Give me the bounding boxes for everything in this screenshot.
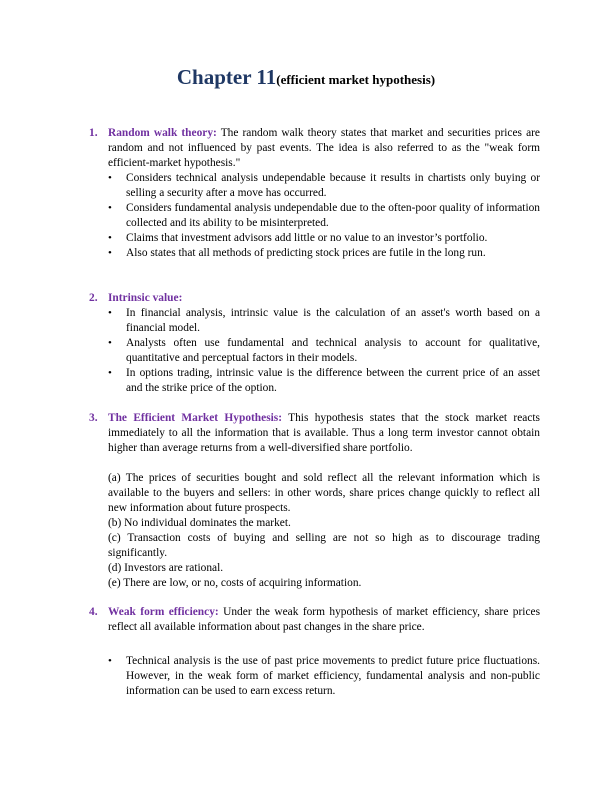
list-item: (a) The prices of securities bought and sold reflect all the relevant information which is available to the buyers and sellers: in other words, share prices change quickly to reflect all new information about future prospects.	[108, 472, 540, 514]
bullet-icon: •	[108, 337, 112, 349]
chapter-subtitle: (efficient market hypothesis)	[276, 72, 436, 87]
section-number: 1.	[89, 127, 98, 139]
chapter-title: Chapter 11	[176, 65, 277, 89]
section-weak-form	[89, 605, 540, 699]
list-item: • Technical analysis is the use of past price movements to predict future price fluctuations. However, in the weak form of market efficiency, fundamental analysis and non-public information can be used to earn excess return.	[108, 655, 540, 697]
list-item: (c) Transaction costs of buying and selling are not so high as to discourage trading significantly.	[108, 532, 540, 559]
page-title	[0, 65, 612, 89]
section-text: Under the weak form hypothesis of market efficiency, share prices reflect all available information about past changes in the share price.	[108, 606, 541, 633]
bullet-list	[108, 306, 540, 396]
bullet-icon: •	[108, 307, 112, 319]
bullet-list	[108, 171, 540, 261]
bullet-icon: •	[108, 202, 112, 214]
list-item: • Also states that all methods of predicting stock prices are futile in the long run.	[108, 247, 486, 259]
list-item: (d) Investors are rational.	[108, 562, 224, 574]
section-text: This hypothesis states that the stock market reacts immediately to all the information that is available. Thus a long term investor cannot obtain higher than average returns from a well-diversified share portfolio.	[108, 412, 540, 454]
list-item: • Analysts often use fundamental and technical analysis to account for qualitative, quantitative and perceptual factors in their models.	[108, 337, 540, 364]
section-heading: Weak form efficiency:	[108, 606, 219, 618]
list-item: • Claims that investment advisors add little or no value to an investor’s portfolio.	[108, 232, 488, 244]
section-intrinsic-value	[89, 291, 540, 396]
list-item: (e) There are low, or no, costs of acquiring information.	[108, 577, 362, 589]
bullet-icon: •	[108, 232, 112, 244]
list-item: (b) No individual dominates the market.	[108, 517, 291, 529]
list-item: • In financial analysis, intrinsic value is the calculation of an asset's worth based on a financial model.	[108, 307, 540, 334]
section-heading: The Efficient Market Hypothesis:	[108, 412, 283, 424]
bullet-icon: •	[108, 655, 112, 667]
bullet-list	[108, 654, 540, 699]
section-heading: Intrinsic value:	[108, 292, 183, 304]
section-heading: Random walk theory:	[108, 127, 217, 139]
section-number: 2.	[89, 292, 98, 304]
section-number: 4.	[89, 606, 98, 618]
bullet-icon: •	[108, 367, 112, 379]
section-text: The random walk theory states that market and securities prices are random and not influenced by past events. The idea is also referred to as the "weak form efficient-market hypothesis."	[108, 127, 540, 169]
list-item: • Considers fundamental analysis undependable due to the often-poor quality of information collected and its ability to be misinterpreted.	[108, 202, 540, 229]
bullet-icon: •	[108, 172, 112, 184]
assumption-list	[108, 471, 540, 591]
section-number: 3.	[89, 412, 98, 424]
list-item: • In options trading, intrinsic value is the difference between the current price of an asset and the strike price of the option.	[108, 367, 540, 394]
list-item: • Considers technical analysis undependable because it results in chartists only buying or selling a security after a move has occurred.	[108, 172, 540, 199]
bullet-icon: •	[108, 247, 112, 259]
section-efficient-market	[89, 411, 540, 591]
section-random-walk	[89, 126, 540, 261]
